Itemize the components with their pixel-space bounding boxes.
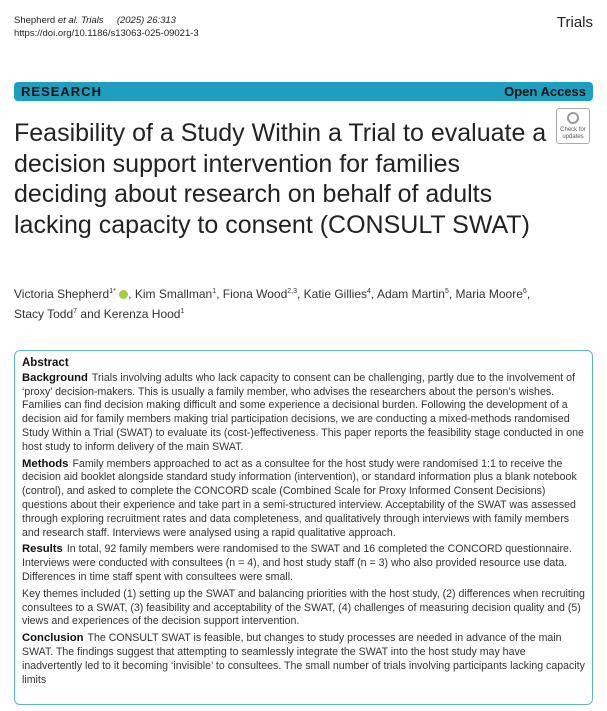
author-list: Victoria Shepherd$^{1*}$ , Kim Smallman$^1$, Fiona Wood$^{2,3}$, Katie Gillies$^4$, Adam Martin$^5$, Maria Moore$^6$, Stacy Todd$^7$ and Kerenza Hood$^1$ [14,287,531,321]
author-affiliation: 1 [180,308,185,315]
open-access-label: Open Access [504,84,586,99]
author-name[interactable]: Maria Moore [455,287,523,301]
author-affiliation: 6 [522,288,527,295]
abstract-section-label: Results [22,543,63,556]
abstract-section [22,588,585,629]
abstract-section [22,632,585,687]
abstract-section-text: Family members approached to act as a consultee for the host study were randomised 1:1 to receive the decision aid booklet alongside standard study information (intervention), or standard information plus a blank notebook (control), and asked to complete the CONCORD scale (Combined Scale for Proxy Informed Consent Decisions) questions about their experience and take part in a semi-structured interview. Acceptability of the SWAT was assessed through exploring recruitment rates and data completeness, and qualitatively through interviews with family members and research staff. Interviews were analysed using a rapid qualitative approach. [22,457,577,539]
abstract-section-text: Trials involving adults who lack capacity to consent can be challenging, partly due to the involvement of ‘proxy’ decision-makers. This is usually a family member, who advises the researchers about the person’s wishes. Families can find decision making difficult and some experience a decisional burden. Following the development of a decision aid for family members making trial participation decisions, we are conducting a mixed-methods randomised Study Within a Trial (SWAT) to evaluate its (cost-)effectiveness. This paper reports the feasibility stage conducted in one host study to inform delivery of the main SWAT. [22,371,584,453]
author-affiliation: 2,3 [287,288,297,295]
orcid-icon[interactable] [119,290,128,299]
abstract-section-text: The CONSULT SWAT is feasible, but changes to study processes are needed in advance of the main SWAT. The findings suggest that attempting to seamlessly integrate the SWAT into the host study may have inadvertently led to it becoming ‘invisible’ to consultees. The small number of trials involving participants lacking capacity limits [22,632,585,686]
author-affiliation: 1* [109,288,116,295]
abstract-section-label: Methods [22,457,69,470]
abstract-box [14,350,593,705]
abstract-section-label: Background [22,371,88,384]
abstract-section-text: Key themes included (1) setting up the SWAT and balancing priorities with the host study, (2) differences when recruiting consultees to a SWAT, (3) feasibility and acceptability of the SWAT, (4) challenges of measuring decision quality and (5) views and experiences of the decision support intervention. [22,587,585,628]
author-affiliation: 1 [212,288,217,295]
author-name[interactable]: Kim Smallman [134,287,213,301]
author-name[interactable]: Adam Martin [376,287,445,301]
check-updates-line2: updates [562,134,584,140]
abstract-section [22,458,585,541]
citation-year: (2025) 26:313 [116,15,176,26]
doi-link[interactable]: https://doi.org/10.1186/s13063-025-09021-3 [14,28,199,39]
citation-header [14,14,199,40]
abstract-section-text: In total, 92 family members were randomised to the SWAT and 16 completed the CONCORD questionnaire. Interviews were conducted with consultees (n = 4), and host study staff (n = 3) who also provided resource use data. Differences in time staff spent with consultees were small. [22,543,572,583]
citation-etal: et al. Trials [57,15,104,26]
check-updates-icon [567,112,579,124]
article-title: Feasibility of a Study Within a Trial to evaluate a decision support intervention for families deciding about research on behalf of adults lacking capacity to consent (CONSULT SWAT) [14,119,547,239]
author-affiliation: 4 [367,288,371,295]
article-type: RESEARCH [21,84,102,99]
abstract-heading: Abstract [22,357,69,369]
abstract-section-label: Conclusion [22,632,84,645]
article-type-banner [14,82,593,101]
author-affiliation: 7 [73,308,78,315]
author-name[interactable]: Kerenza Hood [103,307,181,321]
citation-authors: Shepherd [14,15,56,26]
author-name[interactable]: Fiona Wood [222,287,288,301]
journal-name: Trials [556,14,593,31]
check-for-updates-button[interactable] [556,108,590,144]
author-name[interactable]: Stacy Todd [14,307,74,321]
abstract-section [22,372,585,455]
author-name[interactable]: Victoria Shepherd [14,287,110,301]
abstract-section [22,543,585,584]
author-name[interactable]: Katie Gillies [303,287,368,301]
check-updates-line1: Check for [560,127,586,133]
author-affiliation: 5 [444,288,449,295]
